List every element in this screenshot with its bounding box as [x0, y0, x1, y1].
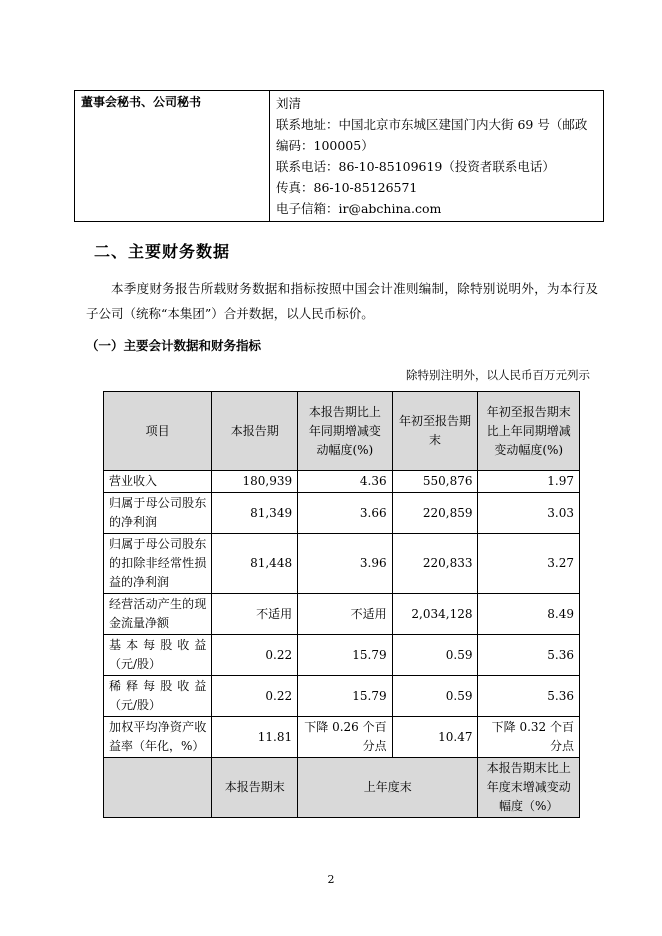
- row-value: 不适用: [212, 594, 298, 635]
- row-value: 8.49: [478, 594, 580, 635]
- page-number: 2: [327, 873, 335, 886]
- subsection-heading: （一）主要会计数据和财务指标: [86, 338, 262, 353]
- intro-paragraph: 本季度财务报告所载财务数据和指标按照中国会计准则编制，除特别说明外，为本行及子公司（统称“本集团”）合并数据，以人民币标价。: [86, 281, 598, 321]
- row-value: 不适用: [298, 594, 393, 635]
- row-value: 81,349: [212, 493, 298, 534]
- header-cell: 本报告期末: [212, 758, 298, 818]
- row-value: 5.36: [478, 676, 580, 717]
- header-cell: 项目: [104, 392, 212, 471]
- header-cell: 本报告期末比上年度末增减变动幅度（%）: [478, 758, 580, 818]
- table-header-row-2: [104, 758, 580, 818]
- secretary-phone: 联系电话：86-10-85109619（投资者联系电话）: [276, 159, 555, 174]
- header-cell: 年初至报告期末比上年同期增减变动幅度(%): [478, 392, 580, 471]
- secretary-fax: 传真：86-10-85126571: [276, 180, 418, 195]
- table-row: [104, 717, 580, 758]
- row-value: 180,939: [212, 471, 298, 493]
- table-row: [104, 635, 580, 676]
- financial-table: [103, 391, 580, 818]
- secretary-info: [270, 91, 604, 222]
- header-cell: 年初至报告期末: [392, 392, 478, 471]
- row-value: 15.79: [298, 676, 393, 717]
- row-value: 550,876: [392, 471, 478, 493]
- unit-note: 除特别注明外，以人民币百万元列示: [406, 368, 590, 382]
- table-row: [104, 594, 580, 635]
- row-value: 3.03: [478, 493, 580, 534]
- row-value: 2,034,128: [392, 594, 478, 635]
- table-row: [104, 493, 580, 534]
- row-value: 3.66: [298, 493, 393, 534]
- row-value: 3.96: [298, 534, 393, 594]
- secretary-name: 刘清: [276, 96, 302, 111]
- row-value: 220,859: [392, 493, 478, 534]
- table-row: [104, 534, 580, 594]
- row-value: 0.59: [392, 635, 478, 676]
- row-value: 1.97: [478, 471, 580, 493]
- row-value: 下降 0.26 个百分点: [298, 717, 393, 758]
- row-value: 0.22: [212, 676, 298, 717]
- row-value: 5.36: [478, 635, 580, 676]
- row-item: 加权平均净资产收益率（年化，%）: [104, 717, 212, 758]
- row-item: 归属于母公司股东的扣除非经常性损益的净利润: [104, 534, 212, 594]
- row-item: 营业收入: [104, 471, 212, 493]
- header-cell: 本报告期比上年同期增减变动幅度(%): [298, 392, 393, 471]
- secretary-label: 董事会秘书、公司秘书: [75, 91, 270, 222]
- header-cell: 本报告期: [212, 392, 298, 471]
- row-value: 4.36: [298, 471, 393, 493]
- row-item: 基本每股收益（元/股）: [104, 635, 212, 676]
- row-value: 10.47: [392, 717, 478, 758]
- secretary-address-line1: 联系地址：中国北京市东城区建国门内大街 69 号（邮政: [276, 117, 588, 132]
- row-value: 81,448: [212, 534, 298, 594]
- row-value: 0.59: [392, 676, 478, 717]
- secretary-table: [74, 90, 604, 222]
- row-value: 11.81: [212, 717, 298, 758]
- row-value: 0.22: [212, 635, 298, 676]
- table-header-row: [104, 392, 580, 471]
- secretary-email: 电子信箱：ir@abchina.com: [276, 201, 442, 216]
- row-item: 归属于母公司股东的净利润: [104, 493, 212, 534]
- header-cell: [104, 758, 212, 818]
- row-value: 3.27: [478, 534, 580, 594]
- table-row: [104, 676, 580, 717]
- row-value: 220,833: [392, 534, 478, 594]
- table-row: [104, 471, 580, 493]
- header-cell: 上年度末: [298, 758, 478, 818]
- row-value: 15.79: [298, 635, 393, 676]
- row-value: 下降 0.32 个百分点: [478, 717, 580, 758]
- section-heading: 二、主要财务数据: [94, 242, 231, 261]
- row-item: 稀释每股收益（元/股）: [104, 676, 212, 717]
- secretary-address-line2: 编码：100005）: [276, 138, 374, 153]
- row-item: 经营活动产生的现金流量净额: [104, 594, 212, 635]
